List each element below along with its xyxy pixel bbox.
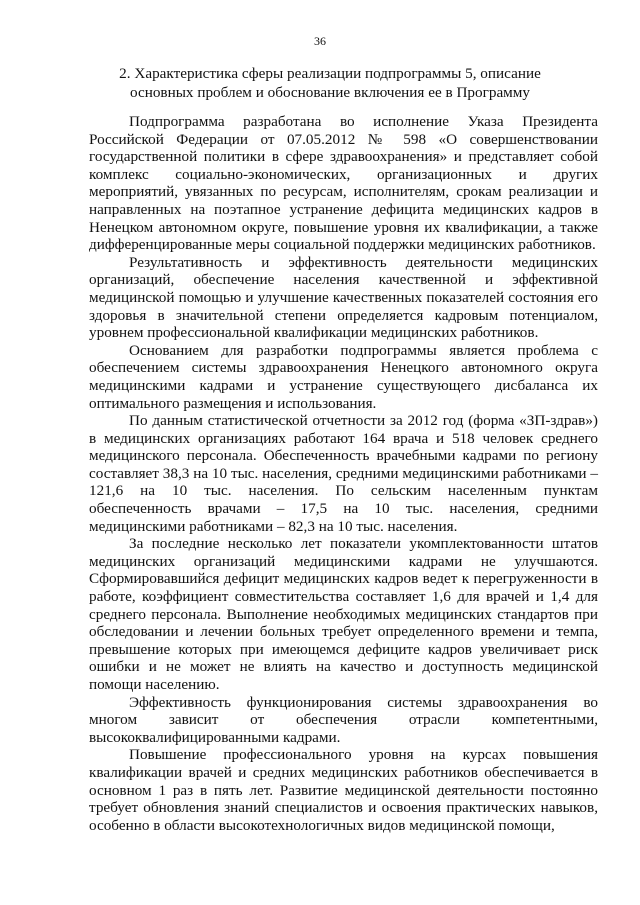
paragraph-6: Эффективность функционирования системы здравоохранения во многом зависит от обеспечения отрасли компетентными, высококвалифицированными кадрами.	[89, 693, 598, 746]
page-number: 36	[314, 34, 326, 48]
paragraph-1: Подпрограмма разработана во исполнение Указа Президента Российской Федерации от 07.05.2012 № 598 «О совершенствовании государственной политики в сфере здравоохранения» и представляет собой комплекс социально-экономических, организационных и других мероприятий, увязанных по ресурсам, исполнителям, срокам реализации и направленных на поэтапное устранение дефицита медицинских кадров в Ненецком автономном округе, повышение уровня их квалификации, а также дифференцированные меры социальной поддержки медицинских работников.	[89, 113, 598, 254]
body-text	[89, 113, 598, 834]
paragraph-5: За последние несколько лет показатели укомплектованности штатов медицинских организаций медицинскими кадрами не улучшаются. Сформировавшийся дефицит медицинских кадров ведет к перегруженности в работе, коэффициент совместительства составляет 1,6 для врачей и 1,4 для среднего персонала. Выполнение необходимых медицинских стандартов при обследовании и лечении больных требует определенного времени и темпа, превышение которых при имеющемся дефиците кадров увеличивает риск ошибки и не может не влиять на качество и доступность медицинской помощи населению.	[89, 535, 598, 693]
paragraph-2: Результативность и эффективность деятельности медицинских организаций, обеспечение населения качественной и эффективной медицинской помощью и улучшение качественных показателей состояния его здоровья в значительной степени определяется кадровым потенциалом, уровнем профессиональной квалификации медицинских работников.	[89, 253, 598, 342]
paragraph-4: По данным статистической отчетности за 2012 год (форма «ЗП-здрав») в медицинских организациях работают 164 врача и 518 человек среднего медицинского персонала. Обеспеченность врачебными кадрами по региону составляет 38,3 на 10 тыс. населения, средними медицинскими работниками – 121,6 на 10 тыс. населения. По сельским населенным пунктам обеспеченность врачами – 17,5 на 10 тыс. населения, средними медицинскими работниками – 82,3 на 10 тыс. населения.	[89, 412, 598, 535]
paragraph-3: Основанием для разработки подпрограммы является проблема с обеспечением системы здравоохранения Ненецкого автономного округа медицинскими кадрами и устранение существующего дисбаланса их оптимального размещения и использования.	[89, 341, 598, 412]
paragraph-7: Повышение профессионального уровня на курсах повышения квалификации врачей и средних медицинских работников обеспечивается в основном 1 раз в пять лет. Развитие медицинской деятельности постоянно требует обновления знаний специалистов и освоения практических навыков, особенно в области высокотехнологичных видов медицинской помощи,	[89, 746, 598, 834]
section-heading: 2. Характеристика сферы реализации подпрограммы 5, описание основных проблем и обоснование включения ее в Программу	[119, 65, 541, 101]
